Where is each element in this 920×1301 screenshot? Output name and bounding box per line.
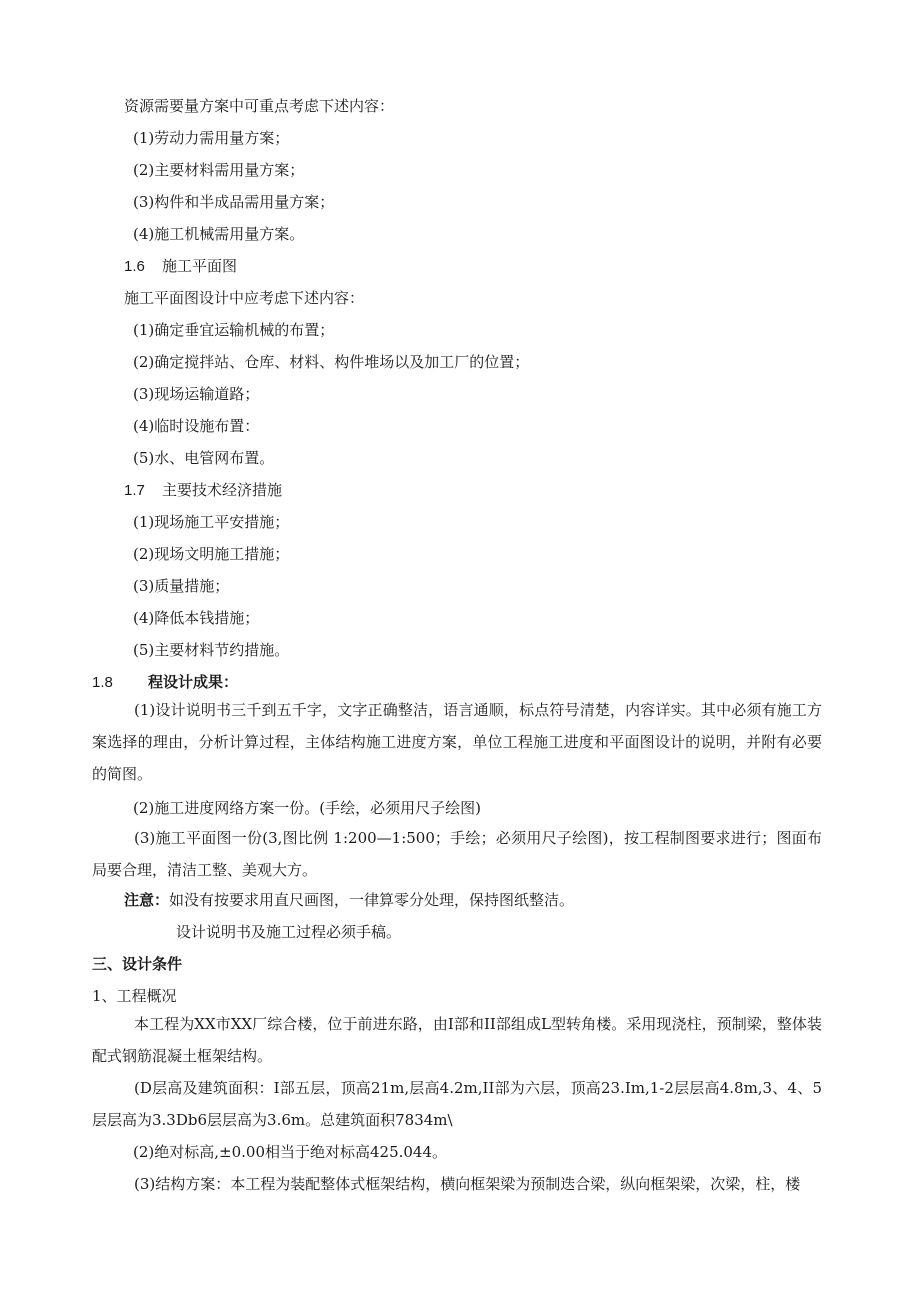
note-line (124, 890, 574, 910)
list-item: (5)水、电管网布置。 (133, 449, 275, 467)
paragraph (92, 822, 822, 886)
paragraph-text: (D层高及建筑面积：I部五层，顶高21m,层高4.2m,II部为六层，顶高23.Im,1-2层层高4.8m,3、4、5层层高为3.3Db6层层高为3.6m。总建筑面积7834m\ (92, 1079, 822, 1129)
subsection-heading: 1、工程概况 (92, 987, 177, 1005)
section-intro: 施工平面图设计中应考虑下述内容： (124, 289, 365, 307)
paragraph: (2)绝对标高,±0.00相当于绝对标高425.044。 (133, 1143, 448, 1161)
list-item: (2)现场文明施工措施； (133, 545, 290, 563)
section-title: 施工平面图 (162, 257, 238, 275)
paragraph (92, 694, 822, 790)
resources-intro: 资源需要量方案中可重点考虑下述内容： (124, 97, 395, 115)
list-item: (1)现场施工平安措施； (133, 513, 290, 531)
list-item: (3)构件和半成品需用量方案； (133, 193, 335, 211)
section-number: 1.8 (92, 674, 113, 691)
paragraph (92, 1008, 822, 1072)
list-item: (4)临时设施布置： (133, 417, 260, 435)
list-item: (5)主要材料节约措施。 (133, 641, 290, 659)
section-title: 主要技术经济措施 (162, 481, 283, 499)
note-label: 注意： (124, 891, 170, 909)
section-heading-1-8 (92, 672, 238, 693)
section-heading-1-6 (124, 256, 237, 277)
section-number: 1.7 (124, 482, 145, 499)
paragraph: (2)施工进度网络方案一份。(手绘，必须用尺子绘图) (133, 799, 481, 817)
note-text: 如没有按要求用直尺画图，一律算零分处理，保持图纸整洁。 (169, 891, 575, 909)
list-item: (4)施工机械需用量方案。 (133, 225, 305, 243)
list-item: (1)确定垂宜运输机械的布置； (133, 321, 335, 339)
paragraph-text: 本工程为XX市XX厂综合楼，位于前进东路，由I部和II部组成L型转角楼。采用现浇柱，预制梁，整体装配式钢筋混凝土框架结构。 (92, 1015, 822, 1065)
section-number: 1.6 (124, 258, 145, 275)
list-item: (4)降低本钱措施； (133, 609, 260, 627)
note-line-2: 设计说明书及施工过程必须手稿。 (176, 923, 402, 941)
list-item: (1)劳动力需用量方案； (133, 129, 290, 147)
list-item: (2)确定搅拌站、仓库、材料、构件堆场以及加工厂的位置； (133, 353, 530, 371)
list-item: (3)质量措施； (133, 577, 230, 595)
paragraph-text: (3)施工平面图一份(3,图比例 1:200—1:500；手绘；必须用尺子绘图)，按工程制图要求进行；图面布局要合理，清洁工整、美观大方。 (92, 829, 822, 879)
list-item: (2)主要材料需用量方案； (133, 161, 305, 179)
paragraph-text: (3)结构方案：本工程为装配整体式框架结构，横向框架梁为预制迭合梁，纵向框架梁，次梁，柱，楼 (134, 1175, 801, 1193)
list-item: (3)现场运输道路； (133, 385, 260, 403)
section-heading-1-7 (124, 480, 282, 501)
paragraph (92, 1072, 822, 1136)
chapter-heading: 三、设计条件 (92, 955, 183, 973)
section-title: 程设计成果： (148, 673, 239, 691)
paragraph-text: (1)设计说明书三千到五千字，文字正确整洁，语言通顺，标点符号清楚，内容详实。其中必须有施工方案选择的理由，分析计算过程，主体结构施工进度方案，单位工程施工进度和平面图设计的说明，并附有必要的简图。 (92, 701, 822, 783)
paragraph (92, 1168, 822, 1200)
